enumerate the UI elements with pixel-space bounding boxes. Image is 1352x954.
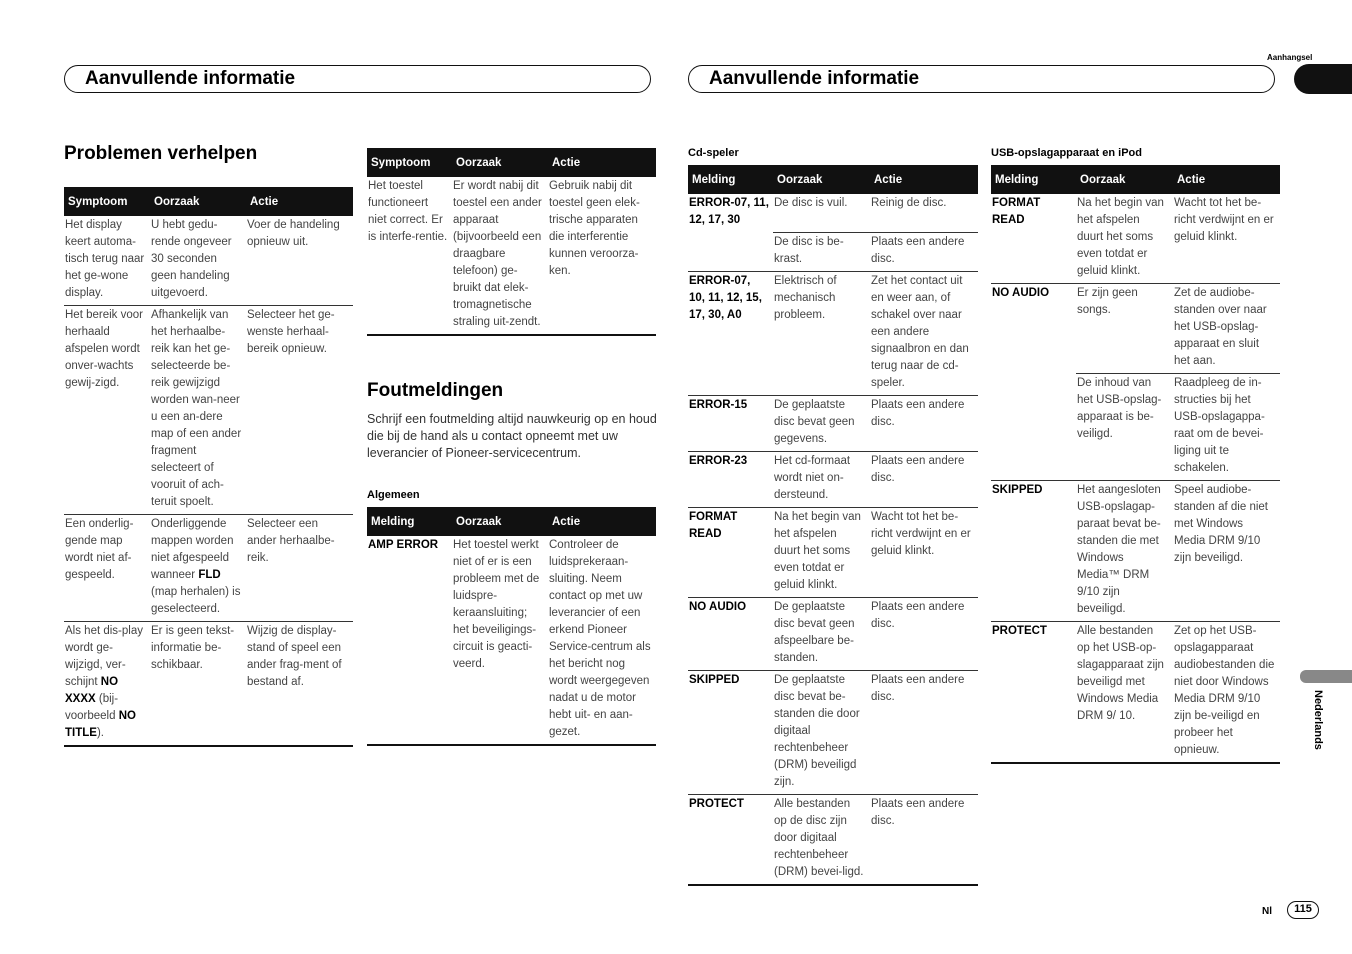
table-header-row (688, 165, 978, 194)
language-label: Nederlands (1312, 690, 1324, 750)
table-row (688, 271, 978, 395)
table-cell: Reinig de disc. (870, 194, 978, 232)
table-row (688, 451, 978, 507)
table-row (64, 515, 353, 622)
table-row (991, 374, 1280, 481)
table-cell: Elektrisch of mechanisch probleem. (773, 271, 870, 395)
table-cell: Wacht tot het be-richt verdwijnt en er geluid klinkt. (870, 507, 978, 597)
table-row (367, 177, 656, 335)
problems-heading: Problemen verhelpen (64, 143, 258, 164)
table-cell: SKIPPED (688, 670, 773, 794)
column-header: Oorzaak (452, 507, 548, 536)
table-row (64, 216, 353, 306)
column-header: Melding (991, 165, 1076, 194)
table-cell: Na het begin van het afspelen duurt het soms even totdat er geluid klinkt. (1076, 194, 1173, 284)
table-cell: Raadpleeg de in-structies bij het USB-opslagappa-raat om de bevei-liging uit te schakelen. (1173, 374, 1280, 481)
column-header: Actie (548, 148, 656, 177)
error-messages-heading: Foutmeldingen (367, 380, 504, 401)
table-cell: Er wordt nabij dit toestel een ander apparaat (bijvoorbeeld een draagbare telefoon) ge-bruikt dat elek-tromagnetische straling uit-zendt. (452, 177, 548, 335)
column-header: Actie (1173, 165, 1280, 194)
table-cell: U hebt gedu-rende ongeveer 30 seconden geen handeling uitgevoerd. (150, 216, 246, 306)
table-header-row (367, 148, 656, 177)
column-header: Symptoom (367, 148, 452, 177)
table-cell: ERROR-07, 11, 12, 17, 30 (689, 197, 769, 226)
table-cell: Er is geen tekst-informatie be-schikbaar. (150, 622, 246, 747)
right-section-banner (688, 65, 1275, 93)
table-row (991, 284, 1280, 374)
table-cell: De inhoud van het USB-opslag-apparaat is be-veiligd. (1076, 374, 1173, 481)
table-cell: PROTECT (991, 622, 1076, 764)
table-cell: Plaats een andere disc. (870, 451, 978, 507)
table-cell: Het display keert automa-tisch terug naar het ge-wone display. (64, 216, 150, 306)
interference-table (367, 148, 656, 336)
column-header: Oorzaak (150, 187, 246, 216)
table-header-row (64, 187, 353, 216)
table-cell: Zet het contact uit en weer aan, of schakel over naar een andere signaalbron en dan terug naar de cd-speler. (870, 271, 978, 395)
table-cell: Selecteer het ge-wenste herhaal-bereik opnieuw. (246, 306, 353, 515)
table-cell: NO AUDIO (688, 597, 773, 670)
table-cell: Het cd-formaat wordt niet on-dersteund. (773, 451, 870, 507)
table-cell: Alle bestanden op het USB-op-slagapparaat zijn beveiligd met Windows Media DRM 9/ 10. (1076, 622, 1173, 764)
language-tab (1300, 670, 1352, 683)
error-messages-intro: Schrijf een foutmelding altijd nauwkeurig op en houd die bij de hand als u contact opneemt met uw leverancier of Pioneer-servicecentrum. (367, 412, 657, 460)
section-tab-marker (1294, 64, 1352, 94)
table-row (991, 622, 1280, 764)
table-header-row (367, 507, 656, 536)
table-row (688, 597, 978, 670)
table-cell: Afhankelijk van het herhaalbe-reik kan het ge-selecteerde be-reik gewijzigd worden wan-neer u een an-dere map of een ander fragment selecteert of vooruit of ach-teruit spoelt. (150, 306, 246, 515)
table-cell: Plaats een andere disc. (870, 597, 978, 670)
table-row (688, 194, 978, 232)
table-row (64, 306, 353, 515)
cd-player-label: Cd-speler (688, 147, 739, 159)
table-cell: SKIPPED (991, 481, 1076, 622)
table-cell: Selecteer een ander herhaalbe-reik. (246, 515, 353, 622)
table-cell (688, 232, 773, 271)
table-cell: ERROR-07, 10, 11, 12, 15, 17, 30, A0 (688, 271, 773, 395)
table-cell: Alle bestanden op de disc zijn door digitaal rechtenbeheer (DRM) bevei-ligd. (773, 794, 870, 885)
table-cell: AMP ERROR (367, 536, 452, 745)
table-cell: ERROR-23 (688, 451, 773, 507)
right-section-title: Aanvullende informatie (709, 68, 920, 89)
column-header: Oorzaak (773, 165, 870, 194)
table-header-row (991, 165, 1280, 194)
left-section-banner (64, 65, 651, 93)
usb-errors-table (991, 165, 1280, 764)
table-row (991, 481, 1280, 622)
usb-label: USB-opslagapparaat en iPod (991, 147, 1142, 159)
table-cell: Zet de audiobe-standen over naar het USB-opslag-apparaat en sluit het aan. (1173, 284, 1280, 374)
table-cell: Het toestel functioneert niet correct. Er is interfe-rentie. (367, 177, 452, 335)
page-number: 115 (1287, 901, 1319, 919)
table-cell: FORMAT READ (688, 507, 773, 597)
table-cell: Na het begin van het afspelen duurt het soms even totdat er geluid klinkt. (773, 507, 870, 597)
table-cell: Als het dis-play wordt ge-wijzigd, ver-schijnt NO XXXX (bij-voorbeeld NO TITLE). (64, 622, 150, 747)
table-row (688, 395, 978, 451)
table-cell: De geplaatste disc bevat be-standen die door digitaal rechtenbeheer (DRM) beveiligd zijn. (773, 670, 870, 794)
table-cell: Plaats een andere disc. (870, 670, 978, 794)
column-header: Actie (246, 187, 353, 216)
left-section-title: Aanvullende informatie (85, 68, 296, 89)
troubleshooting-table (64, 187, 353, 747)
table-cell: De geplaatste disc bevat geen gegevens. (773, 395, 870, 451)
table-cell: Controleer de luidsprekeraan-sluiting. Neem contact op met uw leverancier of een erkend Pioneer Service-centrum als het bericht nog wordt weergegeven nadat u de motor hebt uit- en aan-gezet. (548, 536, 656, 745)
column-header: Oorzaak (452, 148, 548, 177)
column-header: Melding (688, 165, 773, 194)
table-cell: Zet op het USB-opslagapparaat audiobestanden die niet door Windows Media DRM 9/10 zijn be-veiligd en probeer het opnieuw. (1173, 622, 1280, 764)
table-cell: ERROR-15 (688, 395, 773, 451)
table-cell: Het toestel werkt niet of er is een probleem met de luidspre-keraansluiting; het beveiligings-circuit is geacti-veerd. (452, 536, 548, 745)
cd-errors-table (688, 165, 978, 886)
general-label: Algemeen (367, 489, 420, 501)
table-cell: Gebruik nabij dit toestel geen elek-trische apparaten die interferentie kunnen veroorza-ken. (548, 177, 656, 335)
column-header: Melding (367, 507, 452, 536)
table-cell: De disc is be-krast. (773, 232, 870, 271)
table-cell: PROTECT (688, 794, 773, 885)
table-cell: NO AUDIO (992, 287, 1050, 299)
table-row (688, 232, 978, 271)
table-row (688, 507, 978, 597)
table-cell: Het bereik voor herhaald afspelen wordt onver-wachts gewij-zigd. (64, 306, 150, 515)
table-cell (991, 374, 1076, 481)
table-cell: Plaats een andere disc. (870, 794, 978, 885)
table-cell: Plaats een andere disc. (870, 232, 978, 271)
table-cell: Voer de handeling opnieuw uit. (246, 216, 353, 306)
language-code: Nl (1262, 906, 1272, 917)
table-cell: Plaats een andere disc. (870, 395, 978, 451)
general-errors-table (367, 507, 656, 746)
table-cell: De disc is vuil. (773, 194, 870, 232)
table-cell: De geplaatste disc bevat geen afspeelbare be-standen. (773, 597, 870, 670)
table-row (688, 794, 978, 885)
table-cell: Er zijn geen songs. (1076, 284, 1173, 374)
column-header: Oorzaak (1076, 165, 1173, 194)
table-cell: Wijzig de display-stand of speel een ander frag-ment of bestand af. (246, 622, 353, 747)
table-cell: Speel audiobe-standen af die niet met Windows Media DRM 9/10 zijn beveiligd. (1173, 481, 1280, 622)
table-cell: Onderliggende mappen worden niet afgespeeld wanneer FLD (map herhalen) is geselecteerd. (150, 515, 246, 622)
table-row (991, 194, 1280, 284)
table-row (688, 670, 978, 794)
table-cell: Een onderlig-gende map wordt niet af-gespeeld. (64, 515, 150, 622)
column-header: Symptoom (64, 187, 150, 216)
appendix-label: Aanhangsel (1267, 53, 1313, 62)
column-header: Actie (870, 165, 978, 194)
column-header: Actie (548, 507, 656, 536)
table-cell: Het aangesloten USB-opslagap-paraat bevat be-standen die met Windows Media™ DRM 9/10 zijn beveiligd. (1076, 481, 1173, 622)
table-row (64, 622, 353, 747)
table-row (367, 536, 656, 745)
table-cell: Wacht tot het be-richt verdwijnt en er geluid klinkt. (1173, 194, 1280, 284)
table-cell: FORMAT READ (991, 194, 1076, 284)
